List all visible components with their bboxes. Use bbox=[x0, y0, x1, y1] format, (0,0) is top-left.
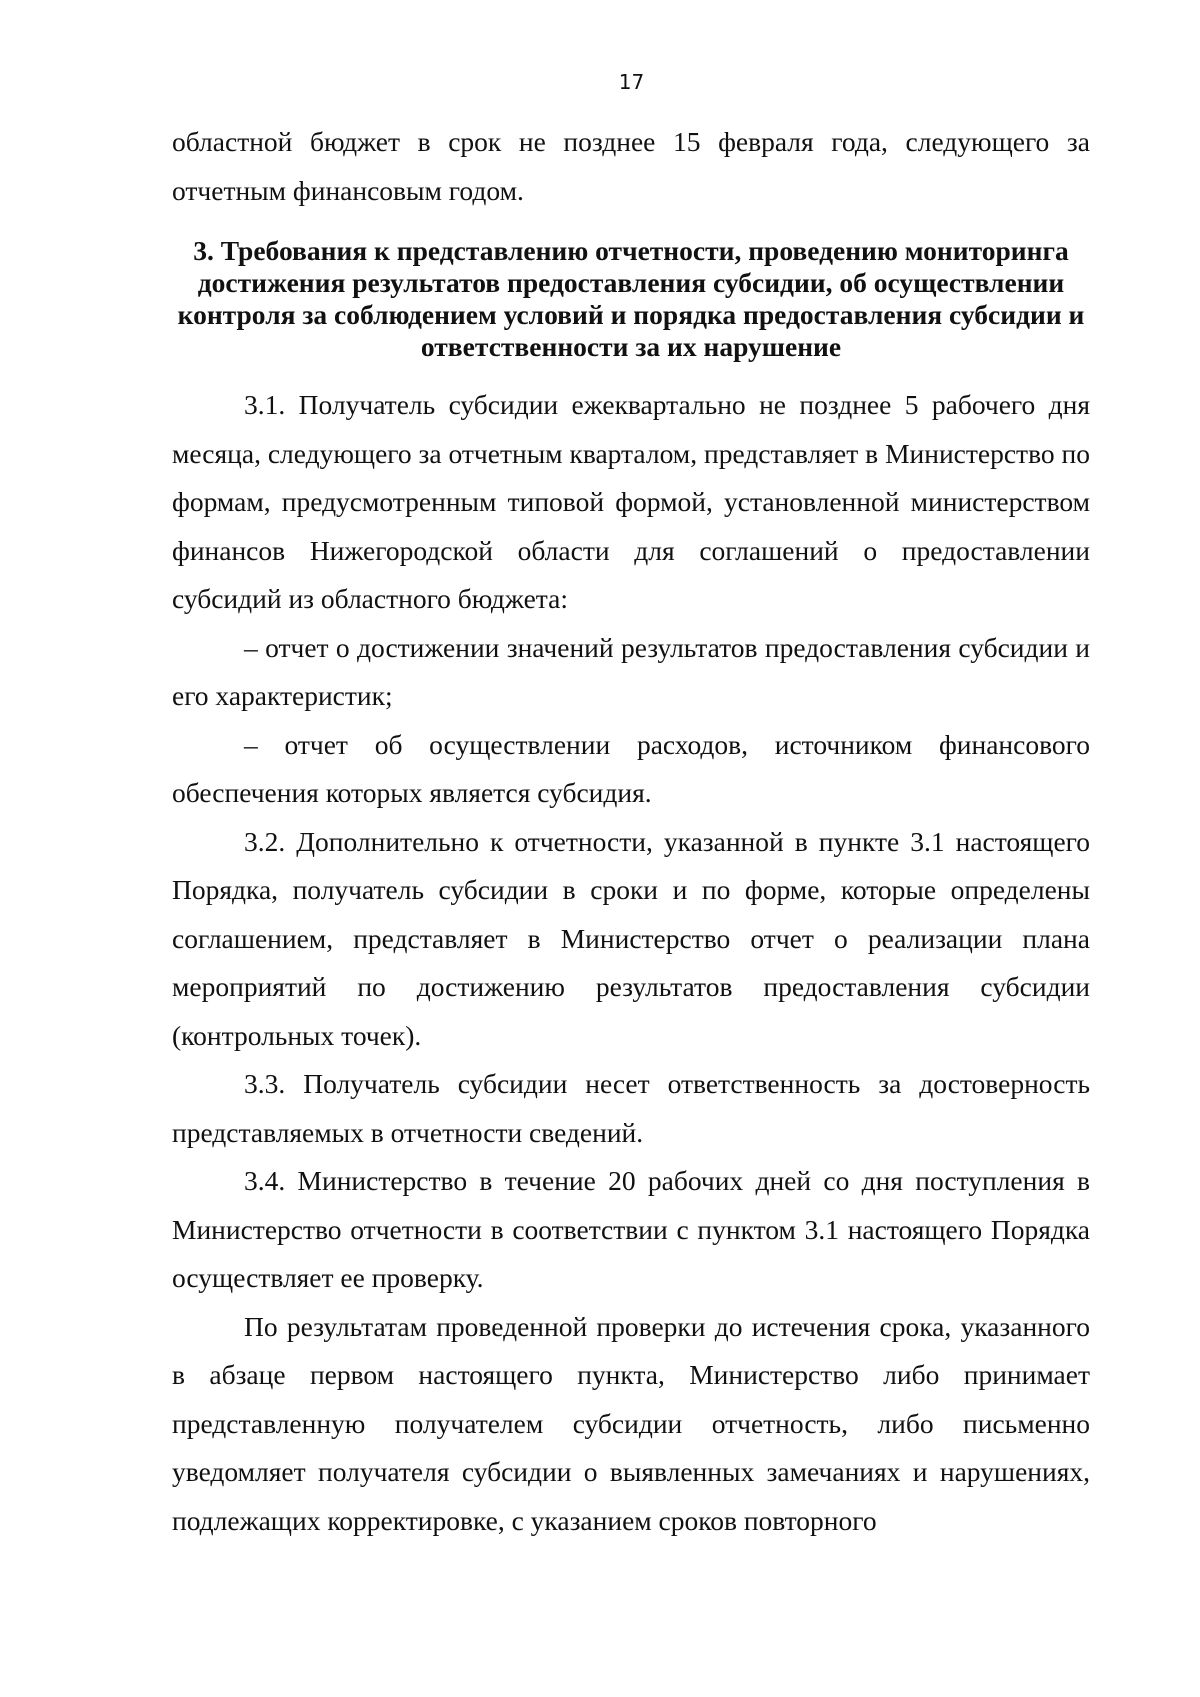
paragraph-3-3: 3.3. Получатель субсидии несет ответственность за достоверность представляемых в отчетности сведений. bbox=[172, 1068, 1090, 1148]
paragraph-continuation: областной бюджет в срок не позднее 15 февраля года, следующего за отчетным финансовым годом. bbox=[172, 126, 1090, 206]
page-number: 17 bbox=[618, 70, 645, 94]
bullet-report-results: – отчет о достижении значений результатов предоставления субсидии и его характеристик; bbox=[172, 631, 1090, 711]
document-body bbox=[172, 118, 1090, 1545]
bullet-report-expenses: – отчет об осуществлении расходов, источником финансового обеспечения которых является субсидия. bbox=[172, 728, 1090, 808]
paragraph-3-4: 3.4. Министерство в течение 20 рабочих дней со дня поступления в Министерство отчетности в соответствии с пунктом 3.1 настоящего Порядка осуществляет ее проверку. bbox=[172, 1165, 1090, 1293]
paragraph-3-1: 3.1. Получатель субсидии ежеквартально не позднее 5 рабочего дня месяца, следующего за отчетным кварталом, представляет в Министерство по формам, предусмотренным типовой формой, установленной министерством финансов Нижегородской области для соглашений о предоставлении субсидий из областного бюджета: bbox=[172, 389, 1090, 614]
section-heading: 3. Требования к представлению отчетности, проведению мониторинга достижения результатов предоставления субсидии, об осуществлении контроля за соблюдением условий и порядка предоставления субсидии и ответственности за их нарушение bbox=[177, 235, 1085, 362]
paragraph-3-2: 3.2. Дополнительно к отчетности, указанной в пункте 3.1 настоящего Порядка, получатель субсидии в сроки и по форме, которые определены соглашением, представляет в Министерство отчет о реализации плана мероприятий по достижению результатов предоставления субсидии (контрольных точек). bbox=[172, 825, 1090, 1051]
paragraph-3-4-continuation: По результатам проведенной проверки до истечения срока, указанного в абзаце первом настоящего пункта, Министерство либо принимает представленную получателем субсидии отчетность, либо письменно уведомляет получателя субсидии о выявленных замечаниях и нарушениях, подлежащих корректировке, с указанием сроков повторного bbox=[172, 1310, 1090, 1536]
